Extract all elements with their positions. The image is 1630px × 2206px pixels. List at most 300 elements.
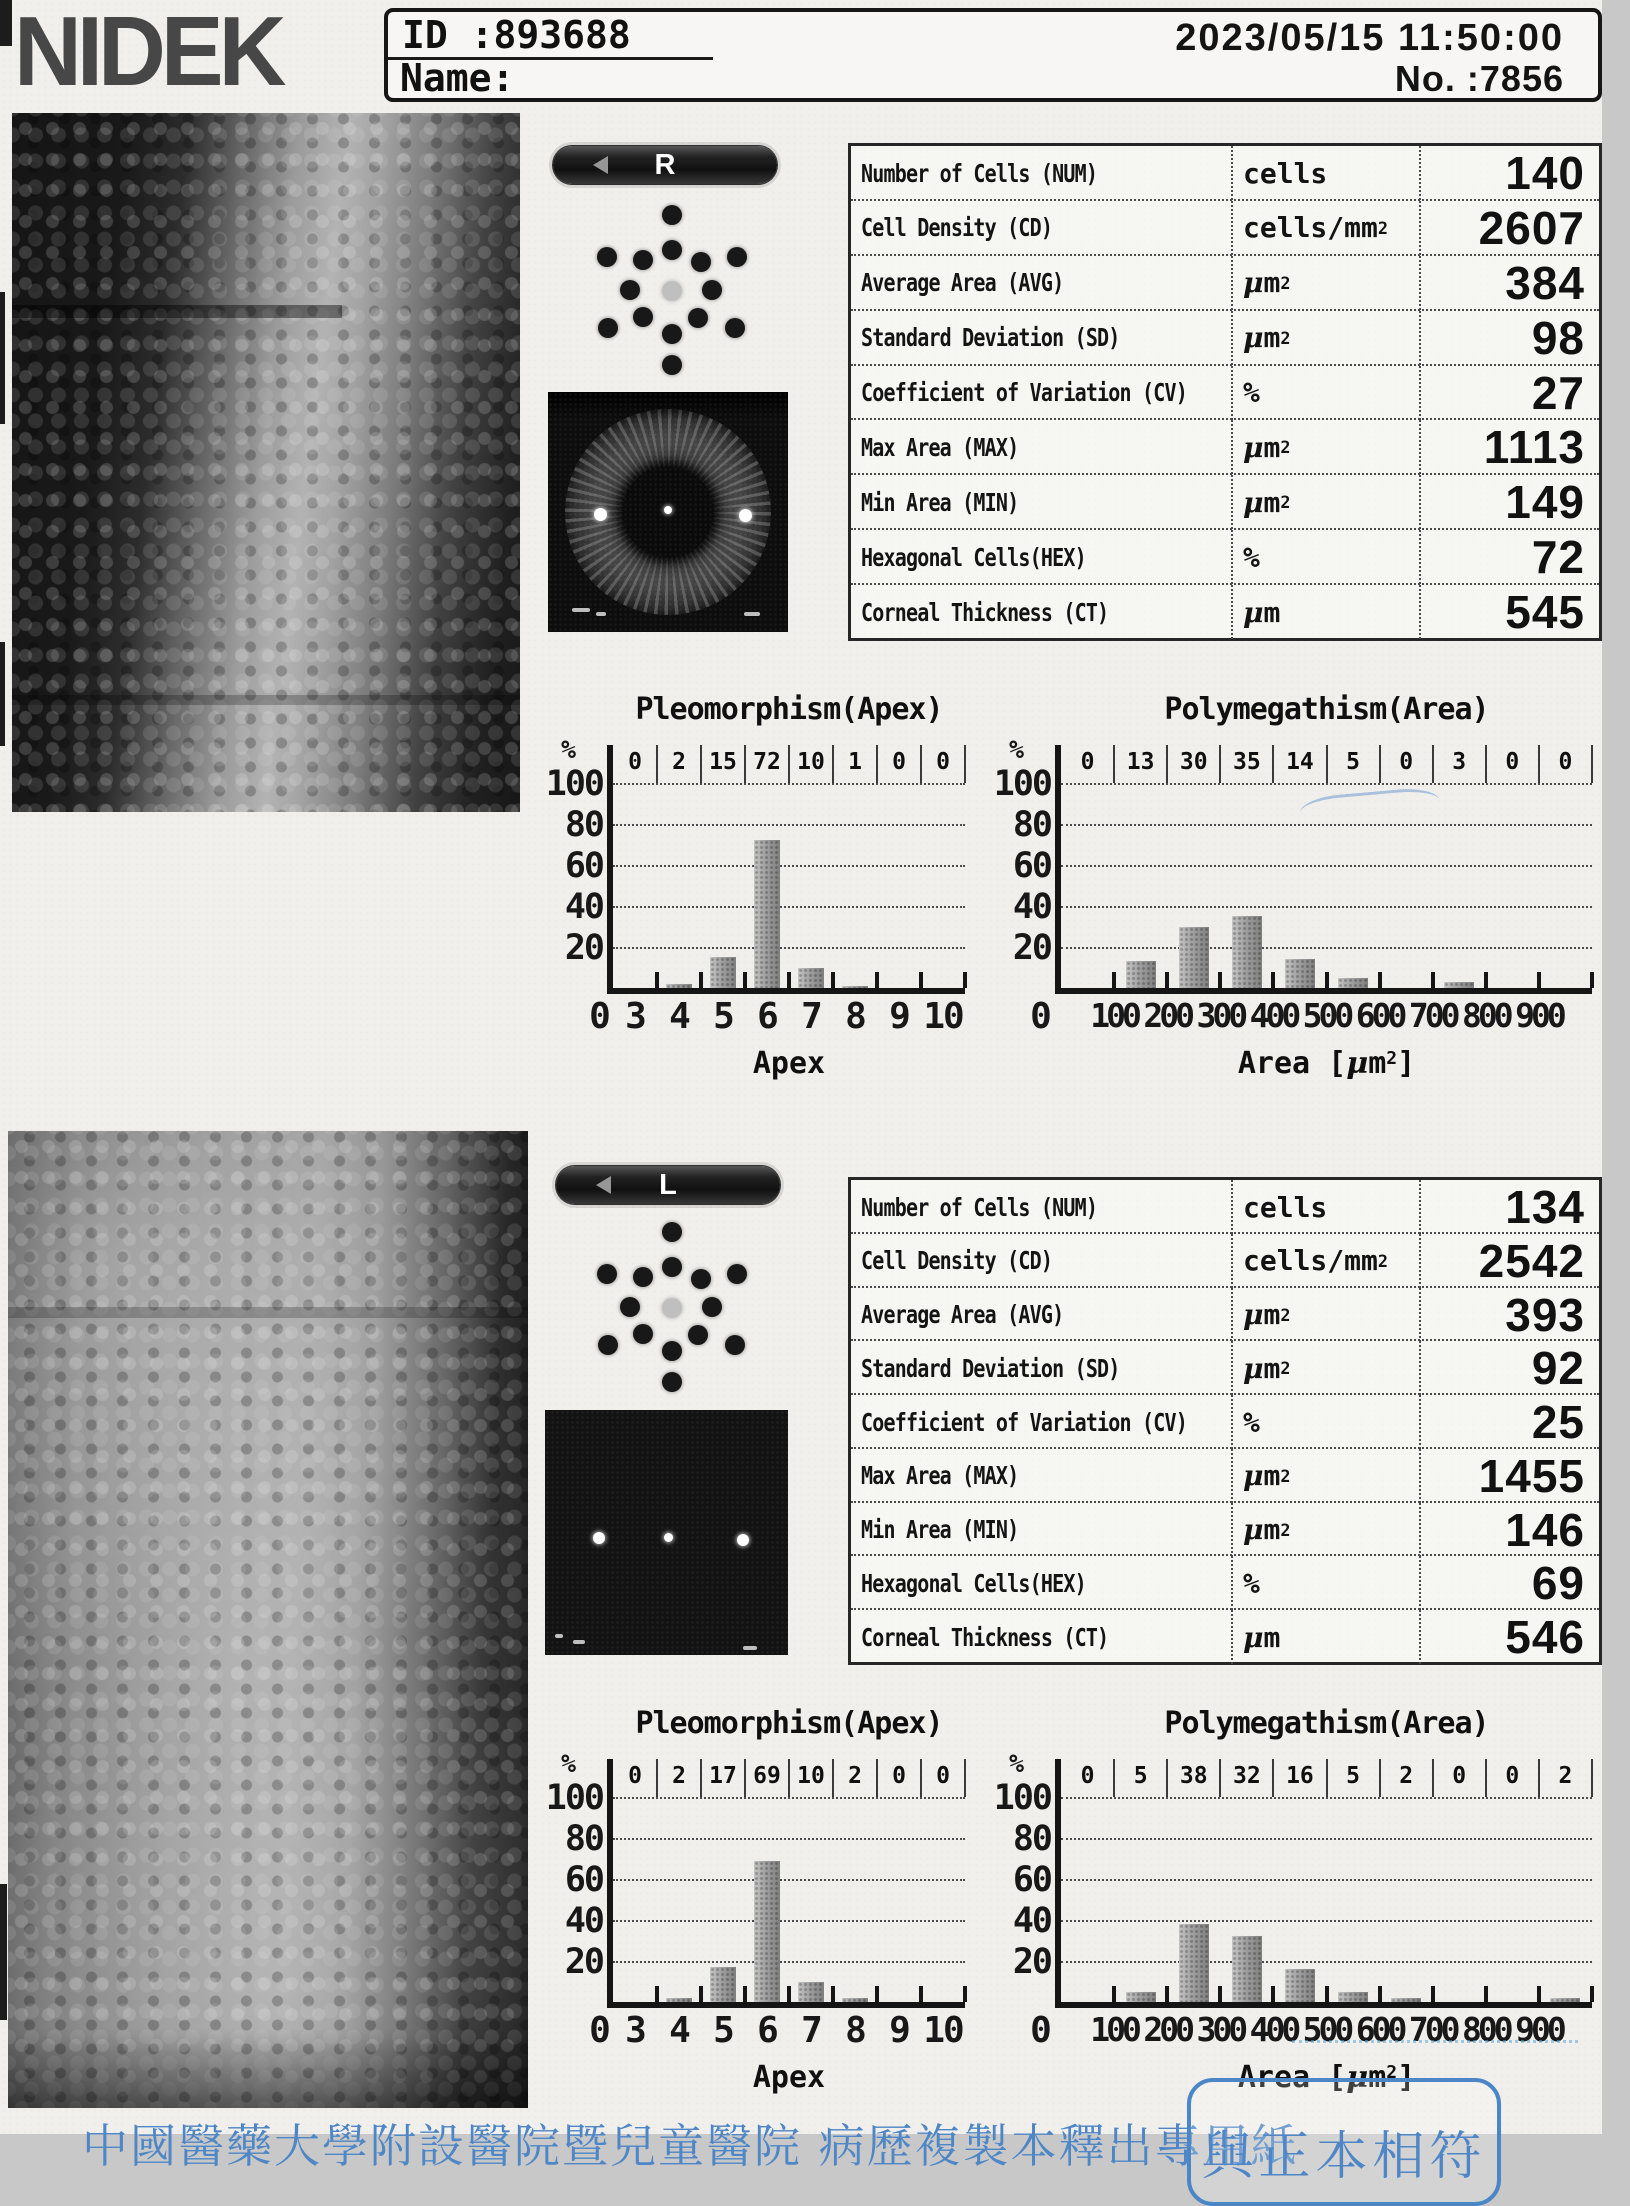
x-tick-label: 0	[1030, 2010, 1050, 2051]
table-cell-label	[851, 1341, 1233, 1395]
measurement-dot	[662, 240, 682, 260]
x-tick-label: 100	[1090, 2010, 1138, 2049]
axis-tick	[1590, 972, 1594, 988]
parameter-name: Number of Cells (NUM)	[861, 158, 1098, 188]
bin-count: 35	[1232, 749, 1261, 775]
y-tick-label: 100	[545, 764, 603, 804]
parameter-name: Coefficient of Variation (CV)	[861, 1407, 1187, 1437]
table-cell-label	[851, 1180, 1233, 1234]
table-cell-unit: μ m 2	[1233, 1449, 1421, 1503]
y-axis	[1055, 1759, 1061, 2008]
bar	[1285, 959, 1315, 988]
x-tick-label: 200	[1143, 996, 1191, 1035]
x-tick-label: 8	[845, 996, 865, 1037]
table-cell-value: 92	[1531, 1342, 1585, 1395]
x-axis	[607, 988, 965, 994]
table-cell-value: 134	[1505, 1181, 1585, 1233]
axis-tick	[963, 1986, 967, 2002]
x-tick-label: 3	[625, 2010, 645, 2051]
table-cell-unit: μ m 2	[1233, 311, 1421, 365]
x-tick-label: 900	[1515, 2010, 1563, 2049]
gridline	[613, 865, 965, 867]
parameter-name: Max Area (MAX)	[861, 1461, 1019, 1491]
table-cell-unit: %	[1233, 1556, 1421, 1610]
axis-tick	[1218, 972, 1222, 988]
x-tick-label: 500	[1302, 996, 1351, 1035]
scan-artifact-band	[12, 695, 520, 705]
gridline	[1061, 1838, 1592, 1840]
table-cell-label	[851, 146, 1233, 200]
bin-count: 2	[1558, 1763, 1573, 1789]
alignment-image-right	[548, 392, 788, 632]
reflection-dot-right	[739, 509, 752, 522]
x-tick-label: 800	[1461, 996, 1510, 1035]
table-cell-label	[851, 1234, 1233, 1288]
axis-tick	[1484, 1986, 1488, 2002]
y-tick-label: 20	[564, 928, 603, 968]
y-tick-label: 60	[564, 846, 603, 886]
x-tick-label: 100	[1090, 996, 1138, 1035]
axis-tick	[699, 972, 703, 988]
table-cell-value: 25	[1531, 1396, 1585, 1449]
bar	[1550, 1998, 1580, 2002]
gridline	[1061, 783, 1592, 785]
x-tick-label: 600	[1355, 2010, 1404, 2049]
axis-tick	[1165, 972, 1169, 988]
bin-count: 16	[1286, 1763, 1314, 1789]
table-cell-value: 384	[1505, 256, 1585, 309]
table-cell-value: 2607	[1478, 201, 1585, 254]
gridline	[1061, 1961, 1592, 1963]
bin-count: 13	[1126, 749, 1155, 775]
table-row	[851, 473, 1599, 528]
bin-count: 2	[848, 1763, 862, 1789]
x-tick-label: 700	[1408, 2010, 1457, 2049]
bin-count: 5	[1346, 1763, 1360, 1789]
measurement-dot	[688, 1325, 708, 1345]
x-axis	[607, 2002, 965, 2008]
measurement-points-icon	[595, 205, 751, 377]
axis-tick	[1165, 1986, 1169, 2002]
axis-tick	[1325, 1986, 1329, 2002]
bin-count: 0	[1080, 1763, 1095, 1789]
parameter-name: Standard Deviation (SD)	[861, 1353, 1120, 1383]
table-cell-unit: μ m 2	[1233, 256, 1421, 310]
reflection-dot-left	[594, 508, 607, 521]
gridline	[1061, 865, 1592, 867]
table-row	[851, 1501, 1599, 1555]
x-tick-label: 0	[589, 2010, 609, 2051]
bin-count: 0	[628, 1763, 642, 1789]
gridline	[613, 1961, 965, 1963]
measurement-dot	[725, 1335, 745, 1355]
bar	[710, 957, 736, 988]
bin-count: 30	[1179, 749, 1208, 775]
bin-count: 0	[1505, 1763, 1520, 1789]
table-cell-label	[851, 1503, 1233, 1557]
document-number: No. :7856	[1394, 58, 1564, 99]
axis-tick	[831, 1986, 835, 2002]
table-row	[851, 1286, 1599, 1340]
parameter-name: Min Area (MIN)	[861, 1515, 1019, 1545]
header-info-box	[384, 8, 1602, 102]
measurement-table-left	[848, 1177, 1602, 1665]
reflection-dot-center	[664, 1533, 673, 1542]
bar	[710, 1967, 736, 2002]
bin-count: 32	[1232, 1763, 1261, 1789]
measurement-dot	[597, 247, 617, 267]
x-tick-label: 900	[1515, 996, 1563, 1035]
bin-count: 17	[709, 1763, 737, 1789]
measurement-dot	[662, 324, 682, 344]
x-tick-label: 700	[1408, 996, 1457, 1035]
bin-count: 0	[1452, 1763, 1467, 1789]
bar	[754, 1861, 780, 2002]
x-axis-label: Apex	[752, 1046, 826, 1081]
table-row	[851, 146, 1599, 199]
gridline	[613, 947, 965, 949]
hospital-footer-text: 中國醫藥大學附設醫院暨兒童醫院 病歷複製本釋出專用紙	[82, 2119, 1299, 2173]
table-cell-value: 72	[1531, 531, 1585, 584]
bar	[842, 1998, 868, 2002]
table-cell-label	[851, 366, 1233, 420]
measurement-dot	[702, 280, 722, 300]
measurement-dot	[702, 1297, 722, 1317]
table-cell-value: 545	[1505, 586, 1585, 639]
chart-title: Polymegathism(Area)	[1164, 1706, 1489, 1741]
bar	[842, 986, 868, 988]
parameter-name: Coefficient of Variation (CV)	[861, 378, 1187, 408]
axis-tick	[1378, 1986, 1382, 2002]
bin-count: 0	[892, 1763, 906, 1789]
table-cell-unit: μ m 2	[1233, 420, 1421, 474]
bin-count: 5	[1346, 749, 1360, 775]
bar	[1285, 1969, 1315, 2002]
eye-label: R	[654, 149, 676, 181]
table-cell-value: 149	[1505, 476, 1585, 529]
reflection-speck	[572, 608, 590, 612]
axis-tick	[875, 972, 879, 988]
y-tick-label: 80	[1012, 1819, 1051, 1859]
parameter-name: Average Area (AVG)	[861, 1300, 1064, 1330]
table-row	[851, 1232, 1599, 1286]
axis-tick	[787, 1986, 791, 2002]
bar	[754, 840, 780, 988]
table-cell-label	[851, 530, 1233, 584]
bar	[1232, 916, 1262, 988]
x-tick-label: 500	[1302, 2010, 1351, 2049]
measurement-dot	[633, 1267, 653, 1287]
bin-count: 10	[797, 1763, 825, 1789]
axis-tick	[1537, 1986, 1541, 2002]
table-cell-unit: cells	[1233, 1180, 1421, 1234]
bin-count: 0	[1558, 749, 1573, 775]
bin-count: 0	[936, 749, 950, 775]
measurement-points-icon	[595, 1222, 751, 1394]
eye-selector-right-button	[553, 146, 777, 184]
measurement-dot	[598, 1335, 618, 1355]
table-row	[851, 309, 1599, 364]
y-tick-label: 20	[1012, 1942, 1051, 1982]
eye-selector-left-button	[556, 1166, 780, 1204]
gridline	[1061, 906, 1592, 908]
y-tick-label: 100	[993, 1778, 1051, 1818]
measurement-dot	[691, 1269, 711, 1289]
specular-cell-image-left	[8, 1131, 528, 2108]
y-tick-label: 100	[993, 764, 1051, 804]
axis-tick	[1431, 1986, 1435, 2002]
eye-label: L	[659, 1169, 677, 1201]
axis-tick	[743, 972, 747, 988]
measurement-dot	[727, 1264, 747, 1284]
axis-tick	[1271, 1986, 1275, 2002]
gridline	[613, 906, 965, 908]
measurement-dot	[725, 318, 745, 338]
table-cell-unit: %	[1233, 366, 1421, 420]
table-row	[851, 1554, 1599, 1608]
bin-count: 0	[1399, 749, 1414, 775]
axis-tick	[1325, 972, 1329, 988]
measurement-dot	[662, 1341, 682, 1361]
table-row	[851, 364, 1599, 419]
pupil	[623, 467, 713, 557]
scan-artifact-band	[12, 305, 342, 318]
table-cell-unit: μ m 2	[1233, 1503, 1421, 1557]
y-axis	[1055, 745, 1061, 994]
chart-title: Pleomorphism(Apex)	[635, 1706, 943, 1741]
x-tick-label: 4	[669, 996, 689, 1037]
x-tick-label: 10	[923, 996, 963, 1037]
table-cell-unit: μ m	[1233, 585, 1421, 639]
measurement-dot	[662, 1372, 682, 1392]
nidek-logo: NIDEK	[14, 0, 282, 106]
axis-tick	[1484, 972, 1488, 988]
gridline	[1061, 947, 1592, 949]
x-tick-label: 400	[1249, 996, 1298, 1035]
parameter-name: Corneal Thickness (CT)	[861, 597, 1109, 627]
gridline	[613, 1920, 965, 1922]
table-cell-label	[851, 1288, 1233, 1342]
measurement-dot	[727, 247, 747, 267]
bin-count: 14	[1286, 749, 1314, 775]
table-cell-label	[851, 1610, 1233, 1664]
x-tick-label: 0	[589, 996, 609, 1037]
bin-count: 2	[1399, 1763, 1414, 1789]
table-cell-label	[851, 311, 1233, 365]
table-cell-value: 140	[1505, 147, 1585, 199]
axis-tick	[1378, 972, 1382, 988]
parameter-name: Cell Density (CD)	[861, 1246, 1053, 1276]
center-fixation-dot	[662, 1298, 682, 1318]
axis-tick	[919, 1986, 923, 2002]
table-row	[851, 1608, 1599, 1662]
x-tick-label: 800	[1461, 2010, 1510, 2049]
chart-title: Polymegathism(Area)	[1164, 692, 1489, 727]
bin-count: 72	[753, 749, 781, 775]
reflection-dot-left	[593, 1532, 605, 1544]
x-axis-label: Area $[\mu m^2]$	[1237, 1046, 1416, 1081]
table-cell-unit: cells/mm 2	[1233, 1234, 1421, 1288]
bin-count: 0	[892, 749, 906, 775]
measurement-dot	[662, 1222, 682, 1242]
bar	[1126, 961, 1156, 988]
table-cell-label	[851, 1395, 1233, 1449]
table-row	[851, 1393, 1599, 1447]
shade	[8, 2028, 528, 2108]
bar	[666, 984, 692, 988]
bar	[1338, 978, 1368, 988]
table-row	[851, 583, 1599, 638]
parameter-name: Cell Density (CD)	[861, 213, 1053, 243]
x-tick-label: 9	[889, 2010, 909, 2051]
reflection-speck	[743, 1646, 757, 1650]
bin-count: 2	[672, 749, 686, 775]
scan-streak	[0, 292, 5, 424]
gridline	[1061, 824, 1592, 826]
x-axis-label: Area $[\mu m^2]$	[1237, 2060, 1416, 2095]
gridline	[1061, 1797, 1592, 1799]
table-row	[851, 254, 1599, 309]
bar	[798, 1982, 824, 2003]
axis-tick	[655, 1986, 659, 2002]
gridline	[613, 1797, 965, 1799]
specular-cell-image-right	[12, 113, 520, 812]
axis-tick	[743, 1986, 747, 2002]
x-axis	[1055, 2002, 1592, 2008]
axis-tick	[699, 1986, 703, 2002]
table-cell-label	[851, 420, 1233, 474]
parameter-name: Standard Deviation (SD)	[861, 323, 1120, 353]
bin-count: 0	[936, 1763, 950, 1789]
axis-tick	[875, 1986, 879, 2002]
x-tick-label: 600	[1355, 996, 1404, 1035]
chart-title: Pleomorphism(Apex)	[635, 692, 943, 727]
y-axis-unit: %	[1009, 735, 1025, 764]
bin-count: 15	[709, 749, 737, 775]
gridline	[613, 1879, 965, 1881]
bar	[1444, 982, 1474, 988]
x-tick-label: 6	[757, 2010, 777, 2051]
reflection-dot-right	[737, 1534, 749, 1546]
measurement-dot	[598, 318, 618, 338]
table-cell-value: 146	[1505, 1503, 1585, 1556]
axis-tick	[787, 972, 791, 988]
table-row	[851, 528, 1599, 583]
table-cell-unit: μ m 2	[1233, 1341, 1421, 1395]
eyelid-shadow	[548, 392, 788, 420]
axis-tick	[963, 972, 967, 988]
gridline	[613, 783, 965, 785]
reflection-speck	[573, 1640, 585, 1644]
x-tick-label: 5	[713, 996, 733, 1037]
x-tick-label: 300	[1196, 2010, 1245, 2049]
axis-tick	[1431, 972, 1435, 988]
axis-tick	[1537, 972, 1541, 988]
axis-tick	[1271, 972, 1275, 988]
table-cell-value: 1455	[1478, 1449, 1585, 1502]
table-cell-label	[851, 585, 1233, 639]
parameter-name: Number of Cells (NUM)	[861, 1192, 1098, 1222]
x-tick-label: 8	[845, 2010, 865, 2051]
gridline	[613, 824, 965, 826]
table-cell-unit: μ m 2	[1233, 475, 1421, 529]
axis-tick	[1112, 1986, 1116, 2002]
bar	[1232, 1936, 1262, 2002]
table-row	[851, 418, 1599, 473]
x-tick-label: 200	[1143, 2010, 1191, 2049]
table-cell-label	[851, 256, 1233, 310]
measurement-dot	[662, 355, 682, 375]
table-cell-label	[851, 201, 1233, 255]
parameter-name: Max Area (MAX)	[861, 432, 1019, 462]
x-tick-label: 4	[669, 2010, 689, 2051]
table-cell-unit: cells	[1233, 146, 1421, 200]
y-tick-label: 20	[1012, 928, 1051, 968]
x-tick-label: 7	[801, 2010, 821, 2051]
measurement-dot	[597, 1264, 617, 1284]
bin-count: 38	[1179, 1763, 1208, 1789]
iris	[565, 409, 771, 615]
y-tick-label: 40	[1012, 887, 1051, 927]
scan-blue-dash	[1292, 2040, 1578, 2043]
parameter-name: Hexagonal Cells(HEX)	[861, 1568, 1086, 1598]
y-axis-unit: %	[561, 1749, 577, 1778]
axis-tick	[1590, 1986, 1594, 2002]
measurement-dot	[633, 307, 653, 327]
bar	[666, 1998, 692, 2002]
measurement-dot	[620, 1297, 640, 1317]
y-tick-label: 60	[1012, 846, 1051, 886]
scan-streak	[0, 1884, 7, 2020]
parameter-name: Hexagonal Cells(HEX)	[861, 542, 1086, 572]
y-axis-unit: %	[561, 735, 577, 764]
table-cell-unit: %	[1233, 1395, 1421, 1449]
bar	[1179, 927, 1209, 989]
y-tick-label: 20	[564, 1942, 603, 1982]
reflection-speck	[596, 612, 606, 616]
bin-count: 3	[1452, 749, 1467, 775]
table-cell-unit: cells/mm 2	[1233, 201, 1421, 255]
table-cell-value: 393	[1505, 1288, 1585, 1341]
x-tick-label: 300	[1196, 996, 1245, 1035]
gridline	[613, 1838, 965, 1840]
bin-count: 5	[1133, 1763, 1148, 1789]
measurement-dot	[688, 308, 708, 328]
bar	[1179, 1924, 1209, 2002]
stamp-text: 與正本相符	[1201, 2127, 1487, 2187]
bar	[1391, 1998, 1421, 2002]
parameter-name: Min Area (MIN)	[861, 487, 1019, 517]
table-cell-value: 98	[1531, 311, 1585, 364]
x-axis	[1055, 988, 1592, 994]
table-cell-unit: μ m	[1233, 1610, 1421, 1664]
reflection-dot-center	[664, 506, 672, 514]
bar	[798, 968, 824, 989]
measurement-dot	[633, 250, 653, 270]
axis-tick	[1112, 972, 1116, 988]
table-row	[851, 1339, 1599, 1393]
y-tick-label: 60	[564, 1860, 603, 1900]
table-row	[851, 1180, 1599, 1232]
x-tick-label: 7	[801, 996, 821, 1037]
bin-count: 0	[1505, 749, 1520, 775]
center-fixation-dot	[662, 281, 682, 301]
bin-count: 2	[672, 1763, 686, 1789]
measurement-dot	[633, 1324, 653, 1344]
table-cell-unit: μ m 2	[1233, 1288, 1421, 1342]
table-cell-unit: %	[1233, 530, 1421, 584]
x-tick-label: 10	[923, 2010, 963, 2051]
